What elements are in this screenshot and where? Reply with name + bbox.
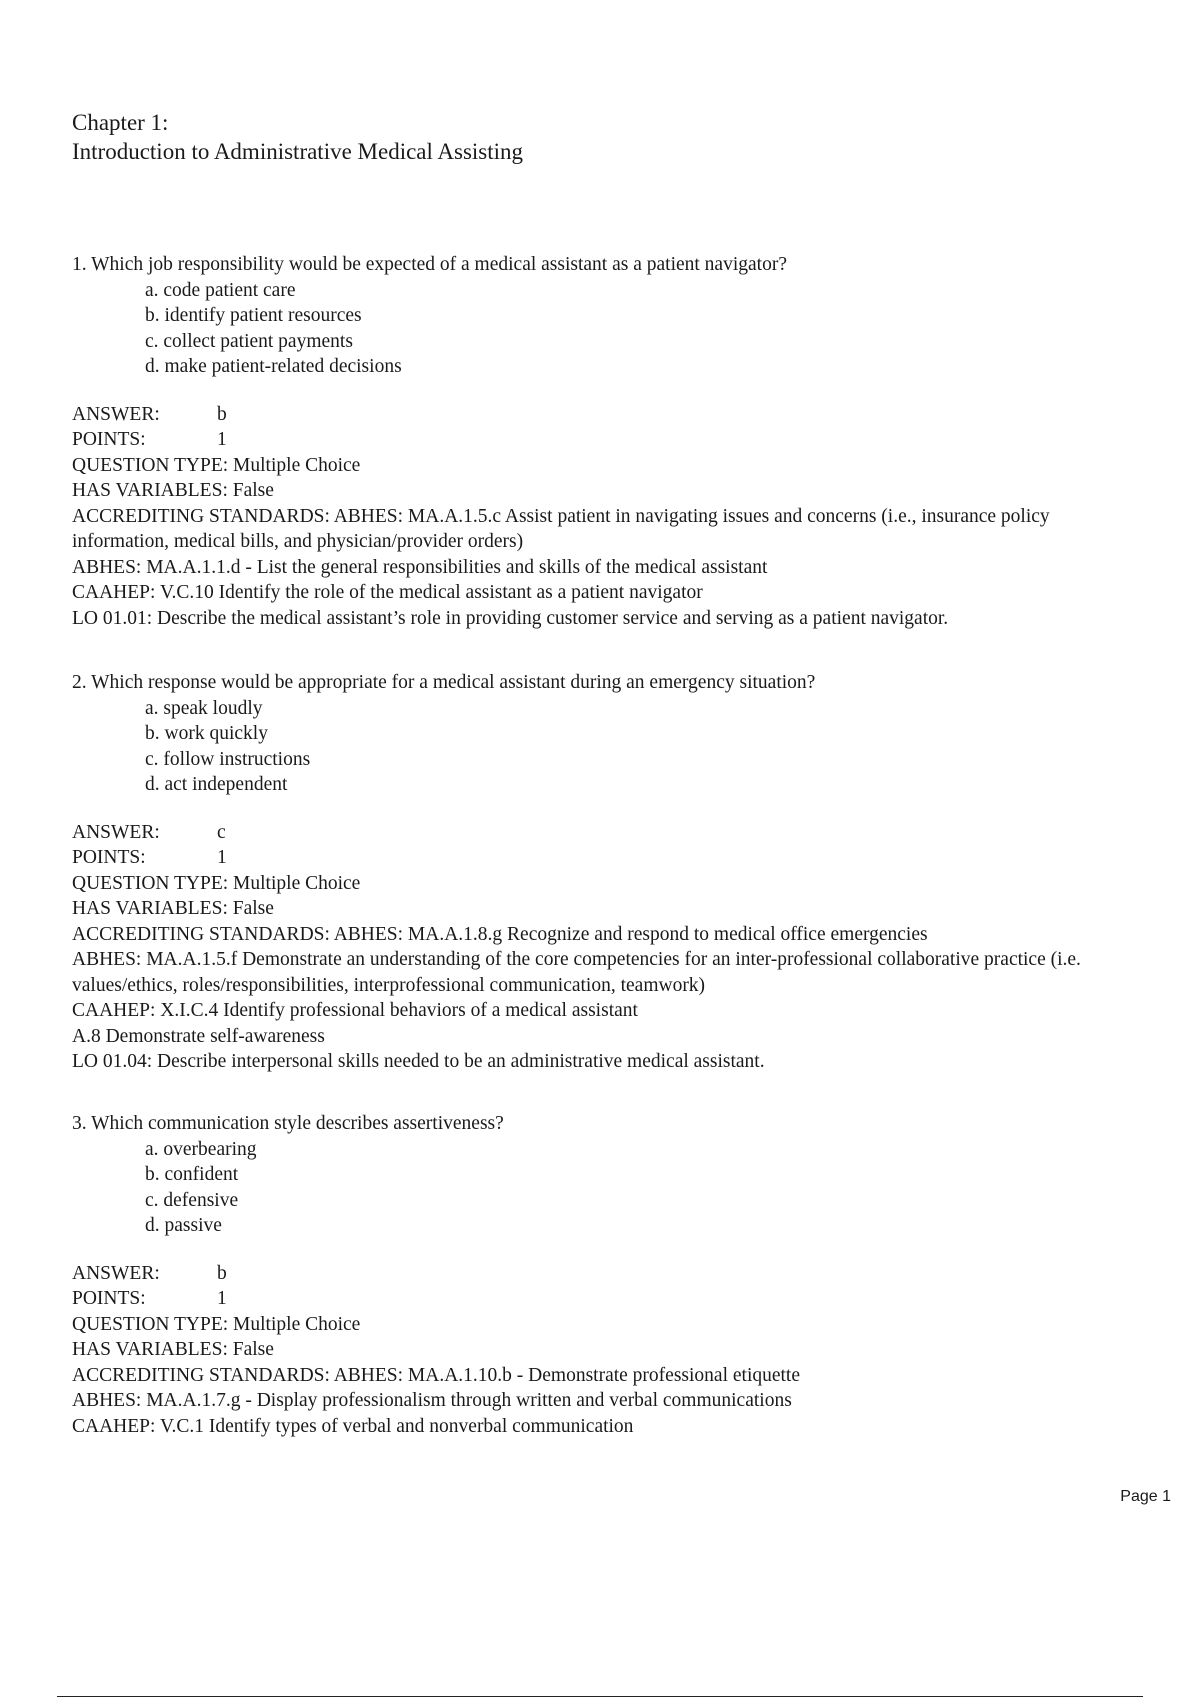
question-2	[72, 670, 1142, 1075]
question-type: QUESTION TYPE: Multiple Choice	[72, 872, 361, 894]
has-variables: HAS VARIABLES: False	[72, 898, 274, 919]
question-stem: 2. Which response would be appropriate for a medical assistant during an emergency situation?	[72, 672, 816, 693]
question-type: QUESTION TYPE: Multiple Choice	[72, 454, 361, 476]
standard-line: CAAHEP: X.I.C.4 Identify professional behaviors of a medical assistant	[72, 1000, 638, 1021]
footer-divider	[57, 1696, 1143, 1697]
standard-line: ABHES: MA.A.1.7.g - Display professionalism through written and verbal communications	[72, 1390, 792, 1411]
chapter-heading	[72, 108, 523, 166]
points-row	[72, 427, 1142, 453]
question-stem: 1. Which job responsibility would be expected of a medical assistant as a patient navigator?	[72, 254, 787, 275]
standard-line: CAAHEP: V.C.1 Identify types of verbal and nonverbal communication	[72, 1415, 634, 1437]
answer-row	[72, 402, 1142, 428]
choice-d: d. make patient-related decisions	[145, 356, 402, 377]
answer-row	[72, 820, 1142, 846]
answer-label: ANSWER:	[72, 1262, 160, 1284]
answer-choices	[72, 1137, 1142, 1239]
choice-d: d. act independent	[145, 774, 288, 795]
answer-row	[72, 1261, 1142, 1287]
answer-choices	[72, 696, 1142, 798]
standard-line: ACCREDITING STANDARDS: ABHES: MA.A.1.10.b - Demonstrate professional etiquette	[72, 1364, 801, 1386]
standard-line: ABHES: MA.A.1.5.f Demonstrate an understanding of the core competencies for an inter-professional collaborative practice (i.e. values/ethics, roles/responsibilities, interprofessional communication, teamwork)	[72, 949, 1081, 996]
answer-value: b	[217, 1262, 227, 1284]
choice-a: a. speak loudly	[145, 697, 263, 719]
points-label: POINTS:	[72, 847, 146, 868]
question-1	[72, 252, 1142, 631]
points-row	[72, 1286, 1142, 1312]
answer-label: ANSWER:	[72, 403, 160, 425]
answer-value: c	[217, 821, 226, 843]
points-label: POINTS:	[72, 1288, 146, 1309]
choice-c: c. defensive	[145, 1189, 239, 1211]
standard-line: A.8 Demonstrate self-awareness	[72, 1025, 325, 1047]
points-row	[72, 845, 1142, 871]
choice-a: a. code patient care	[145, 279, 296, 301]
choice-b: b. work quickly	[145, 723, 268, 744]
points-value: 1	[217, 429, 227, 450]
has-variables: HAS VARIABLES: False	[72, 1339, 274, 1360]
standard-line: CAAHEP: V.C.10 Identify the role of the medical assistant as a patient navigator	[72, 582, 703, 603]
choice-b: b. identify patient resources	[145, 305, 362, 326]
points-value: 1	[217, 1288, 227, 1309]
choice-c: c. collect patient payments	[145, 330, 353, 352]
question-metadata	[72, 1261, 1142, 1440]
standard-line: ABHES: MA.A.1.1.d - List the general responsibilities and skills of the medical assistant	[72, 556, 768, 578]
points-label: POINTS:	[72, 429, 146, 450]
points-value: 1	[217, 847, 227, 868]
choice-c: c. follow instructions	[145, 748, 311, 770]
chapter-title: Introduction to Administrative Medical Assisting	[72, 139, 524, 164]
answer-choices	[72, 278, 1142, 380]
choice-b: b. confident	[145, 1164, 239, 1185]
answer-label: ANSWER:	[72, 821, 160, 843]
question-type: QUESTION TYPE: Multiple Choice	[72, 1313, 361, 1335]
standard-line: ACCREDITING STANDARDS: ABHES: MA.A.1.8.g Recognize and respond to medical office emergencies	[72, 923, 928, 945]
question-stem: 3. Which communication style describes assertiveness?	[72, 1113, 504, 1134]
learning-objective: LO 01.04: Describe interpersonal skills needed to be an administrative medical assistant.	[72, 1051, 765, 1072]
question-metadata	[72, 820, 1142, 1075]
page-number: Page 1	[1120, 1488, 1171, 1505]
answer-value: b	[217, 403, 227, 425]
choice-d: d. passive	[145, 1215, 222, 1236]
standard-line: ACCREDITING STANDARDS: ABHES: MA.A.1.5.c Assist patient in navigating issues and concerns (i.e., insurance policy information, medical bills, and physician/provider orders)	[72, 505, 1050, 552]
has-variables: HAS VARIABLES: False	[72, 480, 274, 501]
chapter-label: Chapter 1:	[72, 110, 169, 135]
choice-a: a. overbearing	[145, 1138, 257, 1160]
question-metadata	[72, 402, 1142, 632]
question-3	[72, 1111, 1142, 1439]
learning-objective: LO 01.01: Describe the medical assistant’s role in providing customer service and serving as a patient navigator.	[72, 607, 949, 629]
